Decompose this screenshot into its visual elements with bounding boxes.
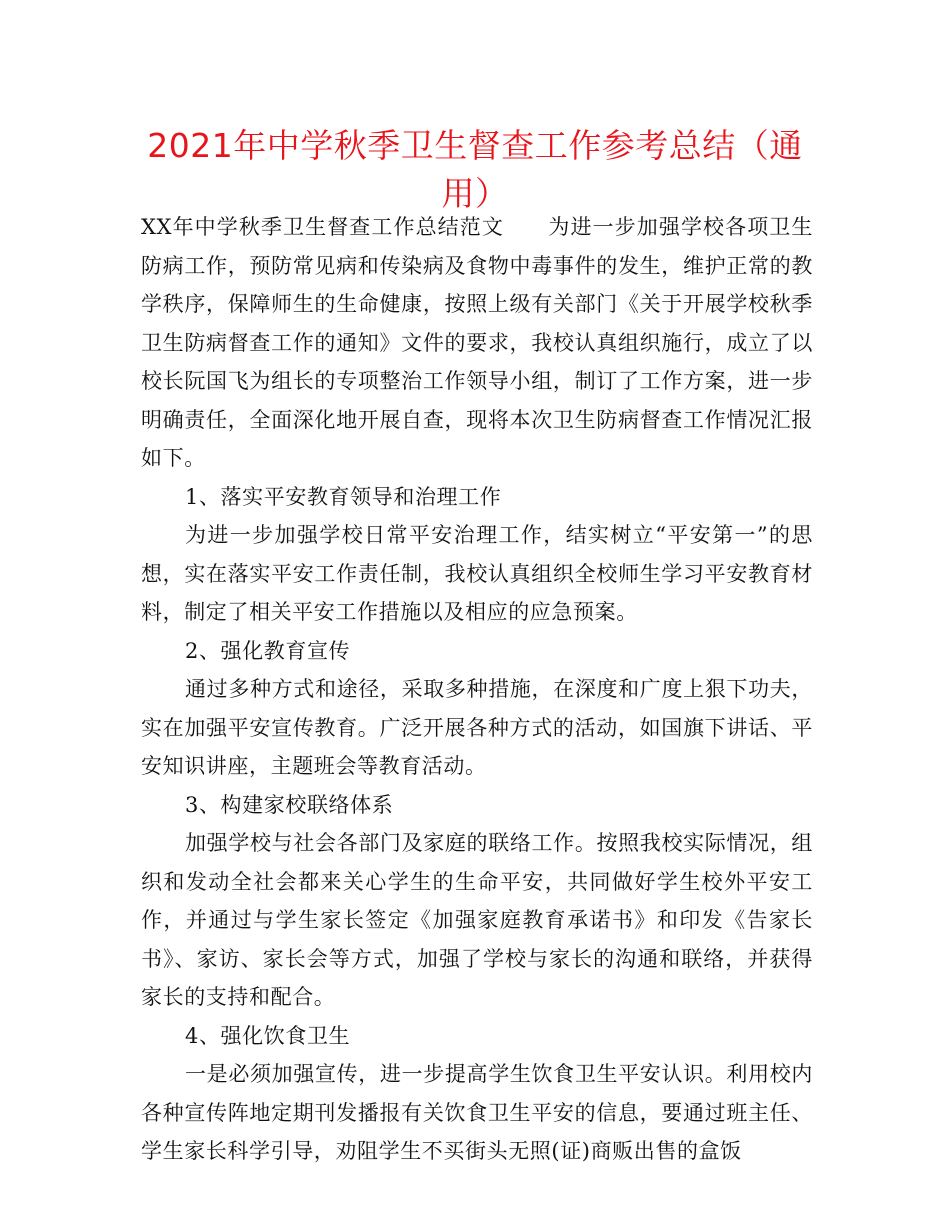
- intro-paragraph: [141, 208, 813, 478]
- section-heading-1: 1、落实平安教育领导和治理工作: [185, 484, 502, 509]
- section-text-3: 加强学校与社会各部门及家庭的联络工作。按照我校实际情况，组织和发动全社会都来关心学生的生命平安，共同做好学生校外平安工作，并通过与学生家长签定《加强家庭教育承诺书》和印发《告家长书》、家访、家长会等方式，加强了学校与家长的沟通和联络，并获得家长的支持和配合。: [141, 831, 813, 1009]
- section-heading-2: 2、强化教育宣传: [185, 638, 351, 663]
- intro-lead: XX年中学秋季卫生督查工作总结范文: [141, 215, 504, 239]
- document-body: [141, 208, 813, 1171]
- document-title: 2021年中学秋季卫生督查工作参考总结（通用）: [147, 126, 803, 213]
- section-heading-4: 4、强化饮食卫生: [185, 1023, 351, 1048]
- section-text-4: 一是必须加强宣传，进一步提高学生饮食卫生平安认识。利用校内各种宣传阵地定期刊发播报有关饮食卫生平安的信息，要通过班主任、学生家长科学引导，劝阻学生不买街头无照(证)商贩出售的盒饭: [141, 1062, 813, 1163]
- section-text-2: 通过多种方式和途径，采取多种措施，在深度和广度上狠下功夫，实在加强平安宣传教育。广泛开展各种方式的活动，如国旗下讲话、平安知识讲座，主题班会等教育活动。: [141, 677, 813, 778]
- intro-text: 为进一步加强学校各项卫生防病工作，预防常见病和传染病及食物中毒事件的发生，维护正常的教学秩序，保障师生的生命健康，按照上级有关部门《关于开展学校秋季卫生防病督查工作的通知》文件的要求，我校认真组织施行，成立了以校长阮国飞为组长的专项整治工作领导小组，制订了工作方案，进一步明确责任，全面深化地开展自查，现将本次卫生防病督查工作情况汇报如下。: [141, 215, 813, 470]
- section-text-1: 为进一步加强学校日常平安治理工作，结实树立“平安第一”的思想，实在落实平安工作责任制，我校认真组织全校师生学习平安教育材料，制定了相关平安工作措施以及相应的应急预案。: [141, 523, 813, 624]
- section-heading-3: 3、构建家校联络体系: [185, 792, 394, 817]
